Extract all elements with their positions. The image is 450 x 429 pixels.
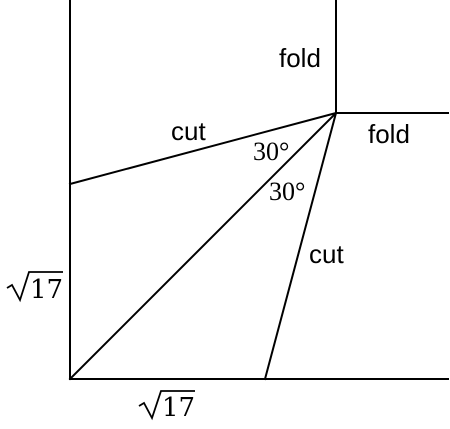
radicand-bottom: 17 bbox=[162, 393, 196, 423]
fold-label-top: fold bbox=[279, 43, 321, 73]
cut-label-right: cut bbox=[309, 239, 344, 269]
cut-label-upper: cut bbox=[171, 116, 206, 146]
side-length-label-left bbox=[7, 272, 63, 305]
diagonal-line bbox=[70, 113, 336, 379]
fold-label-right: fold bbox=[368, 119, 410, 149]
angle-label-lower: 30° bbox=[269, 177, 306, 206]
side-length-label-bottom bbox=[139, 391, 195, 423]
radicand-left: 17 bbox=[30, 275, 64, 305]
angle-label-upper: 30° bbox=[253, 137, 290, 166]
